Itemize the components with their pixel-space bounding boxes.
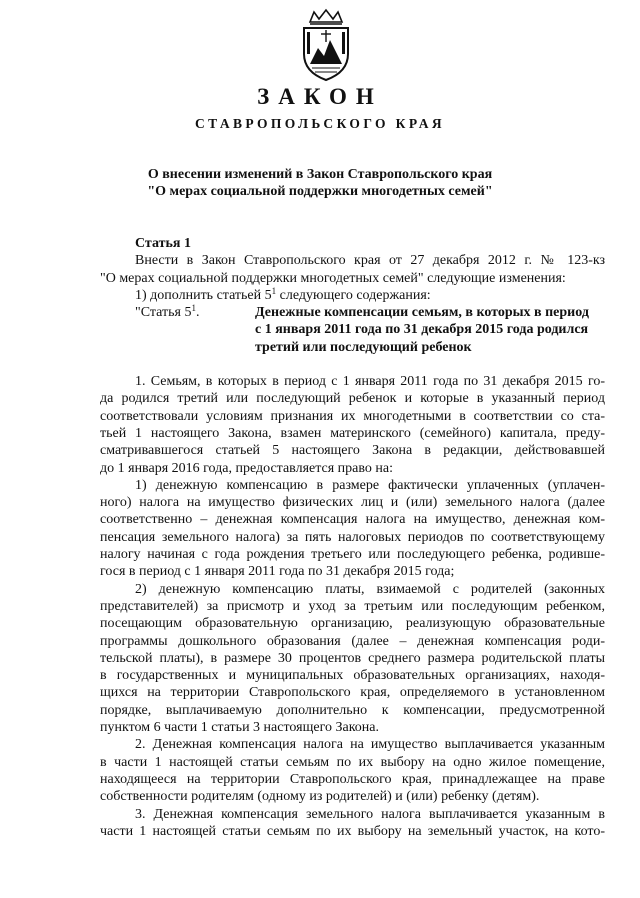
coat-of-arms-emblem: [296, 8, 356, 84]
text-line: части 1 настоящей статьи семьям по их выбору на земельный участок, на кото-: [100, 823, 605, 839]
item-1-pre: 1) дополнить статьей 5: [135, 287, 272, 303]
text-line: соответствовали условиям признания их многодетными в соответствии со ста-: [100, 408, 605, 424]
text-line: щихся на территории Ставропольского края, определяемого в установленном: [100, 685, 605, 701]
article-5-1-label: [135, 304, 255, 321]
label-dot: .: [195, 305, 200, 321]
text-line: гося в период с 1 января 2011 года по 31 декабря 2015 года;: [100, 564, 455, 580]
law-subtitle: СТАВРОПОЛЬСКОГО КРАЯ: [194, 116, 446, 131]
article-5-1-title-line: Денежные компенсации семьям, в которых в период: [255, 305, 589, 321]
text-line: [100, 287, 605, 304]
text-line: 2) денежную компенсацию платы, взимаемой с родителей (законных: [135, 581, 605, 597]
text-line: сматривавшегося статьей 5 настоящего Закона в редакции, действовавшей: [100, 443, 605, 459]
text-line: 1. Семьям, в которых в период с 1 января 2011 года по 31 декабря 2015 го-: [135, 374, 605, 390]
text-line: 3. Денежная компенсация земельного налога выплачивается указанным в: [135, 806, 605, 822]
superscript: 1: [191, 303, 196, 314]
text-line: ного) налога на имущество физических лиц и (или) земельного налога (далее: [100, 495, 605, 511]
item-1-post: следующего содержания:: [276, 287, 431, 303]
text-line: в государственных и муниципальных образовательных организациях, находя-: [100, 668, 605, 684]
document-body: [100, 235, 605, 840]
text-line: в части 1 настоящей статьи семьям по их выбору на одно жилое помещение,: [100, 754, 605, 770]
spacer: [100, 356, 605, 373]
text-line: тьей 1 настоящего Закона, взамен материнского (семейного) капитала, преду-: [100, 425, 605, 441]
text-line: находящееся на территории Ставропольского края, принадлежащее на праве: [100, 771, 605, 787]
article-5-1-title: [100, 321, 605, 356]
text-line: налогу начиная с года рождения третьего или последующего ребенка, родивше-: [100, 547, 605, 563]
article-1-title: Статья 1: [135, 236, 191, 251]
heading-line-1: О внесении изменений в Закон Ставропольского края: [147, 167, 493, 182]
text-line: до 1 января 2016 года, предоставляется право на:: [100, 460, 393, 476]
article-5-1-title-line: с 1 января 2011 года по 31 декабря 2015 года родился: [255, 322, 589, 338]
label-text: "Статья 5: [135, 305, 192, 321]
text-line: пенсация земельного налога) за пять налоговых периодов по соответствующему: [100, 529, 605, 545]
law-title: ЗАКОН: [257, 84, 383, 109]
text-line: соответственно – денежная компенсация налога на имущество, денежная ком-: [100, 512, 605, 528]
text-line: порядке, выплачиваемую дополнительно к компенсации, предусмотренной: [100, 702, 605, 718]
text-line: собственности родителям (одному из родителей) и (или) ребенку (детям).: [100, 789, 540, 805]
text-line: 2. Денежная компенсация налога на имущество выплачивается указанным: [135, 737, 605, 753]
text-line: посещающим образовательную организацию, реализующую образовательные: [100, 616, 605, 632]
superscript: 1: [271, 285, 277, 296]
text-line: пунктом 6 части 1 статьи 3 настоящего Закона.: [100, 720, 379, 736]
text-line: Внести в Закон Ставропольского края от 27 декабря 2012 г. № 123-кз: [135, 253, 605, 269]
text-line: "О мерах социальной поддержки многодетных семей" следующие изменения:: [100, 270, 566, 286]
text-line: тельской платы), в размере 30 процентов среднего размера родительской платы: [100, 650, 605, 666]
heading-line-2: "О мерах социальной поддержки многодетных семей": [147, 184, 493, 199]
text-line: представителей) за присмотр и уход за третьим или последующим ребенком,: [100, 598, 605, 614]
article-5-1-header: [100, 304, 605, 356]
text-line: программы дошкольного образования (далее – денежная компенсация роди-: [100, 633, 605, 649]
text-line: 1) денежную компенсацию в размере фактически уплаченных (уплачен-: [135, 477, 605, 493]
text-line: да родился третий или последующий ребенок и которые в указанный период: [100, 391, 605, 407]
article-5-1-title-line: третий или последующий ребенок: [255, 339, 472, 355]
document-heading: [0, 166, 640, 200]
